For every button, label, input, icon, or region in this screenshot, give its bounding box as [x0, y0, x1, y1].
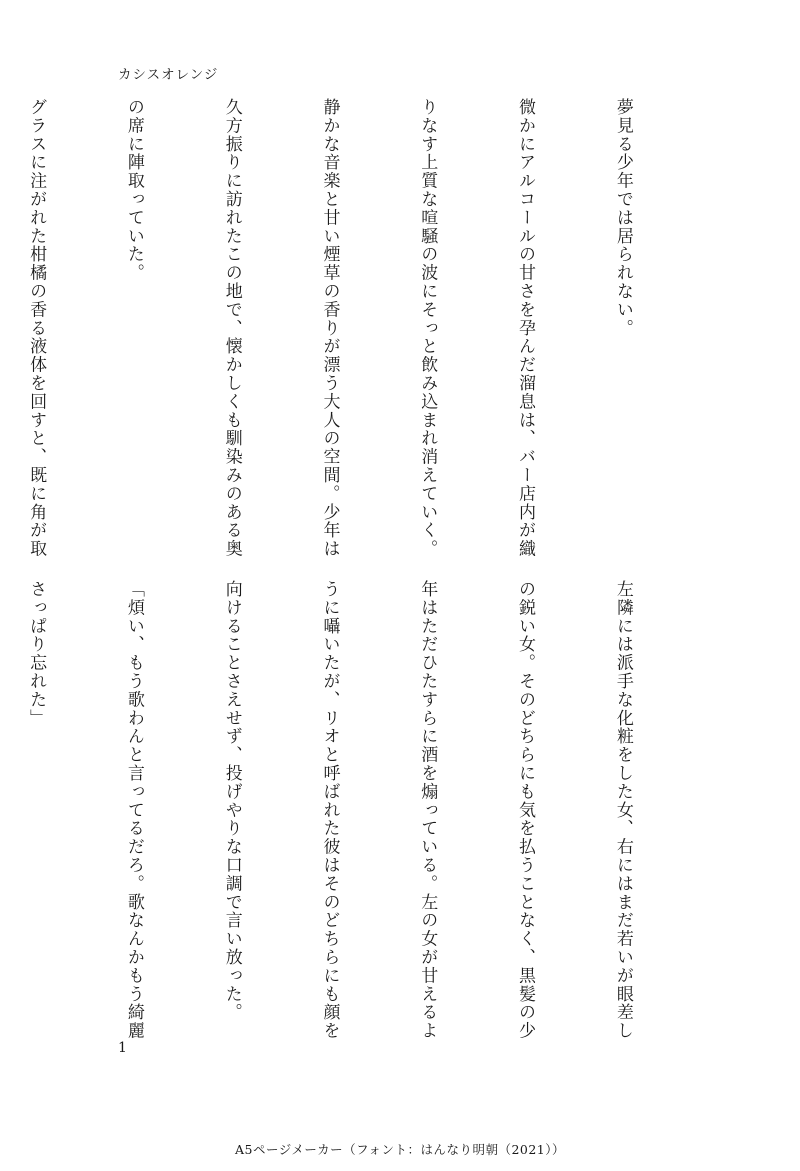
text-line: の席に陣取っていた。: [123, 98, 144, 282]
text-block-bottom: [26, 580, 704, 1040]
text-line: 夢見る少年では居られない。: [612, 98, 633, 338]
text-block-top: [26, 98, 704, 558]
text-line: 年はただひたすらに酒を煽っている。左の女が甘えるよ: [417, 580, 438, 1040]
text-line: 久方振りに訪れたこの地で、懐かしくも馴染みのある奥: [221, 98, 242, 558]
text-line: の鋭い女。そのどちらにも気を払うことなく、黒髪の少: [515, 580, 536, 1040]
text-line: グラスに注がれた柑橘の香る液体を回すと、既に角が取: [26, 98, 47, 558]
text-line: 向けることさえせず、投げやりな口調で言い放った。: [221, 580, 242, 1022]
text-line: 「煩い、もう歌わんと言ってるだろ。歌なんかもう綺麗: [123, 580, 144, 1040]
text-line: さっぱり忘れた」: [26, 580, 47, 728]
text-line: 微かにアルコールの甘さを孕んだ溜息は、バー店内が織: [515, 98, 536, 558]
text-line: 静かな音楽と甘い煙草の香りが漂う大人の空間。少年は: [319, 98, 340, 558]
running-title: カシスオレンジ: [118, 67, 219, 83]
text-line: うに囁いたが、リオと呼ばれた彼はそのどちらにも顔を: [319, 580, 340, 1040]
text-line: りなす上質な喧騒の波にそっと飲み込まれ消えていく。: [417, 98, 438, 558]
footer-credit: A5ページメーカー（フォント：はんなり明朝（2021））: [234, 1142, 566, 1157]
text-line: 左隣には派手な化粧をした女、右にはまだ若いが眼差し: [612, 580, 633, 1040]
page-number: 1: [118, 1040, 127, 1056]
